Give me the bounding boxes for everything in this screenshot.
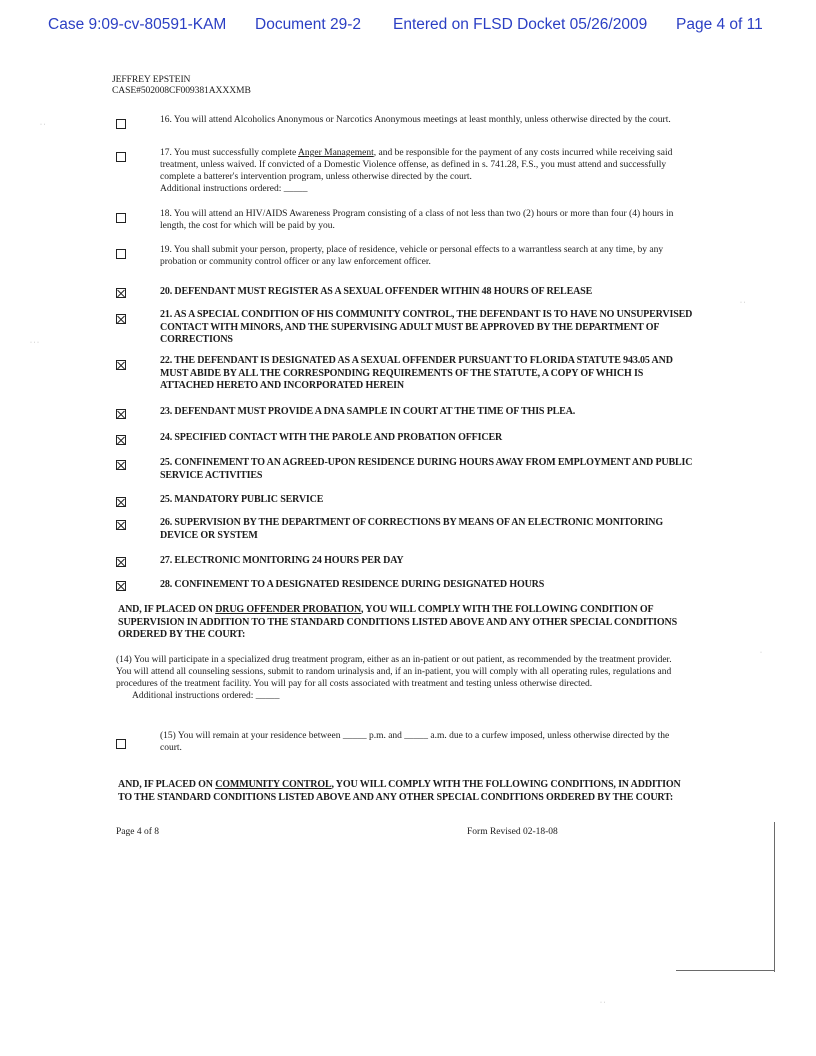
condition-18-text: 18. You will attend an HIV/AIDS Awareness Program consisting of a class of not less than two (2) hours or more than four (4) hours in length, the cost for which will be paid by you. [160,209,674,231]
condition-25b-text: 25. MANDATORY PUBLIC SERVICE [160,494,324,505]
checkbox-28-checked [116,581,126,591]
condition-23-text: 23. DEFENDANT MUST PROVIDE A DNA SAMPLE IN COURT AT THE TIME OF THIS PLEA. [160,406,576,417]
checkbox-27-checked [116,557,126,567]
header-entered-date: Entered on FLSD Docket 05/26/2009 [393,16,648,33]
condition-16-text: 16. You will attend Alcoholics Anonymous or Narcotics Anonymous meetings at least monthly, unless otherwise directed by the court. [160,115,671,125]
checkbox-24-checked [116,435,126,445]
checkbox-22-checked [116,360,126,370]
scan-speck: · · [740,300,746,306]
checkbox-19-unchecked [116,249,126,259]
checkbox-23-checked [116,409,126,419]
scan-speck: · · · [30,340,39,346]
checkbox-15-unchecked [116,739,126,749]
header-document-number: Document 29-2 [255,16,361,33]
condition-22-text: 22. THE DEFENDANT IS DESIGNATED AS A SEXUAL OFFENDER PURSUANT TO FLORIDA STATUTE 943.05 AND MUST ABIDE BY ALL THE CORRESPONDING REQUIREMENTS OF THE STATUTE, A COPY OF WHICH IS ATTACHED HERETO AND INCORPORATED HEREIN [160,355,673,391]
community-control-underlined: COMMUNITY CONTROL [215,779,332,790]
checkbox-21-checked [116,314,126,324]
checkbox-16-unchecked [116,119,126,129]
condition-26-text: 26. SUPERVISION BY THE DEPARTMENT OF CORRECTIONS BY MEANS OF AN ELECTRONIC MONITORING DEVICE OR SYSTEM [160,517,664,541]
checkbox-26-checked [116,520,126,530]
checkbox-20-checked [116,288,126,298]
case-meta [112,74,251,96]
condition-20-text: 20. DEFENDANT MUST REGISTER AS A SEXUAL OFFENDER WITHIN 48 HOURS OF RELEASE [160,286,593,297]
condition-25-text: 25. CONFINEMENT TO AN AGREED-UPON RESIDENCE DURING HOURS AWAY FROM EMPLOYMENT AND PUBLIC SERVICE ACTIVITIES [160,457,693,481]
condition-27-text: 27. ELECTRONIC MONITORING 24 HOURS PER DAY [160,555,404,566]
condition-15-text: (15) You will remain at your residence between _____ p.m. and _____ a.m. due to a curfew imposed, unless otherwise directed by the court. [160,731,670,753]
condition-14-additional: Additional instructions ordered: _____ [132,691,280,701]
defendant-name: JEFFREY EPSTEIN [112,74,191,85]
checkbox-18-unchecked [116,213,126,223]
case-number: CASE#502008CF009381AXXXMB [112,85,251,96]
checkbox-17-unchecked [116,152,126,162]
header-case-number: Case 9:09-cv-80591-KAM [48,16,227,33]
scan-speck: · · [600,1000,606,1006]
condition-28-text: 28. CONFINEMENT TO A DESIGNATED RESIDENCE DURING DESIGNATED HOURS [160,579,545,590]
condition-17-text: 17. You must successfully complete Anger Management, and be responsible for the payment of any costs incurred while receiving said treatment, unless waived. If convicted of a Domestic Violence offense, as defined in s. 741.28, F.S., you must attend and successfully complete a batterer's intervention program, unless otherwise directed by the court. Additional instructions ordered: _____ [160,148,673,194]
condition-14-text: (14) You will participate in a specialized drug treatment program, either as an in-patient or out patient, as recommended by the treatment provider. You will attend all counseling sessions, submit to random urinalysis and, if an in-patient, you will comply with all operating rules, regulations and procedures of the treatment facility. You will pay for all costs associated with treatment and testing unless otherwise directed. Additional instructions ordered: _____ [116,655,672,701]
footer-form-revision: Form Revised 02-18-08 [467,827,558,837]
community-control-section-heading: AND, IF PLACED ON COMMUNITY CONTROL, YOU WILL COMPLY WITH THE FOLLOWING CONDITIONS, IN ADDITION TO THE STANDARD CONDITIONS LISTED ABOVE AND ANY OTHER SPECIAL CONDITIONS ORDERED BY THE COURT: [118,779,681,803]
drug-offender-probation-underlined: DRUG OFFENDER PROBATION [215,604,362,615]
condition-21-text: 21. AS A SPECIAL CONDITION OF HIS COMMUNITY CONTROL, THE DEFENDANT IS TO HAVE NO UNSUPERVISED CONTACT WITH MINORS, AND THE SUPERVISING ADULT MUST BE APPROVED BY THE DEPARTMENT OF CORRECTIONS [160,309,693,345]
anger-management-underlined: Anger Management [298,148,374,158]
footer-page-number: Page 4 of 8 [116,827,160,837]
scan-speck: · · [40,122,46,128]
scan-border-horizontal [676,970,775,971]
scan-border-vertical [774,822,775,972]
scan-speck: · [760,650,762,656]
drug-offender-section-heading: AND, IF PLACED ON DRUG OFFENDER PROBATION, YOU WILL COMPLY WITH THE FOLLOWING CONDITION OF SUPERVISION IN ADDITION TO THE STANDARD CONDITIONS LISTED ABOVE AND ANY OTHER SPECIAL CONDITIONS ORDERED BY THE COURT: [118,604,677,640]
checkbox-25-checked [116,460,126,470]
checkbox-25b-checked [116,497,126,507]
header-page-number: Page 4 of 11 [676,16,763,33]
condition-19-text: 19. You shall submit your person, property, place of residence, vehicle or personal effects to a warrantless search at any time, by any probation or community control officer or any law enforcement officer. [160,245,664,267]
condition-24-text: 24. SPECIFIED CONTACT WITH THE PAROLE AND PROBATION OFFICER [160,432,503,443]
condition-17-additional: Additional instructions ordered: _____ [160,184,308,194]
